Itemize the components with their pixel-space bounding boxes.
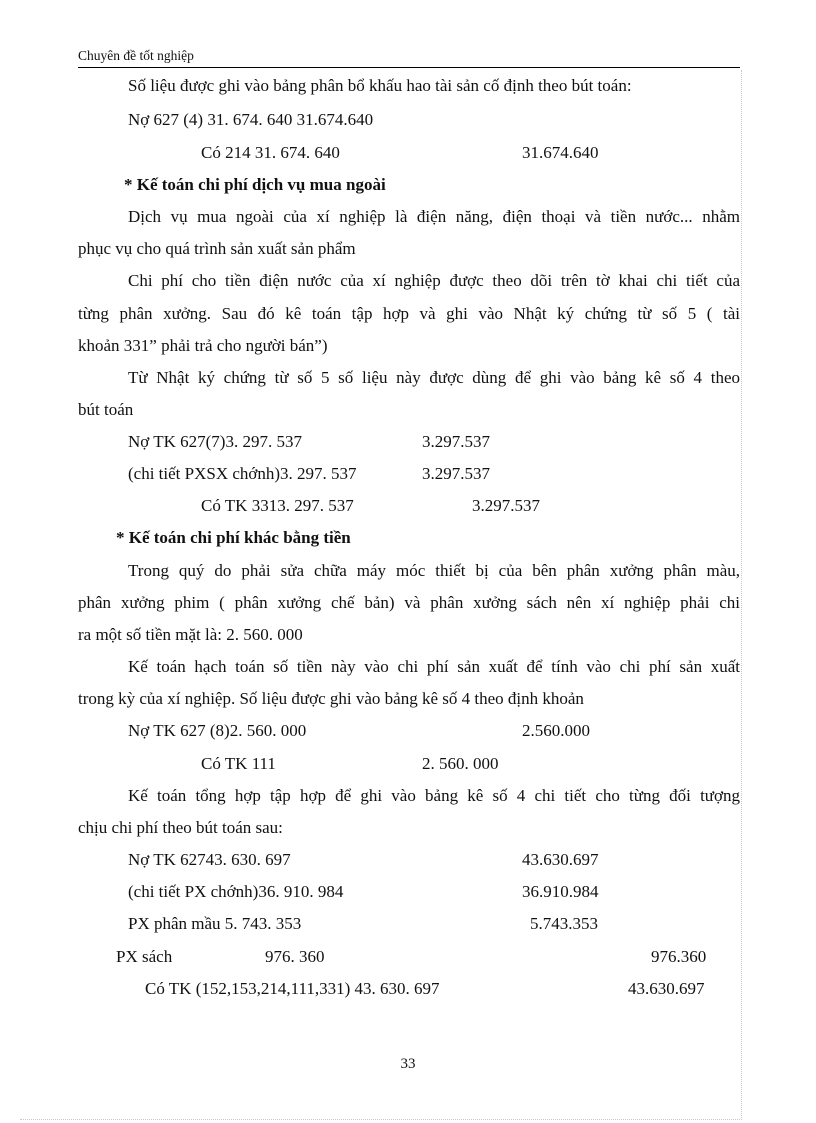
header-rule <box>78 67 740 68</box>
entry-amount: 3.297.537 <box>472 496 540 515</box>
entry-amount: 43.630.697 <box>628 979 705 998</box>
entry-debit: Nợ 627 (4) 31. 674. 640 31.674.640 <box>128 110 374 129</box>
page-number: 33 <box>400 1056 416 1072</box>
paragraph-line: phục vụ cho quá trình sản xuất sản phẩm <box>78 239 356 258</box>
paragraph-line: Kế toán hạch toán số tiền này vào chi phí sản xuất để tính vào chi phí sản xuất <box>128 657 740 676</box>
paragraph-line: Trong quý do phải sửa chữa máy móc thiết bị của bên phân xưởng phân màu, <box>128 561 740 580</box>
paragraph-line: bút toán <box>78 400 134 419</box>
paragraph-line: ra một số tiền mặt là: 2. 560. 000 <box>78 625 303 644</box>
entry-amount: 43.630.697 <box>522 850 599 869</box>
entry-amount: 2. 560. 000 <box>422 754 499 773</box>
entry-detail: (chi tiết PX chớnh)36. 910. 984 <box>128 882 344 901</box>
paragraph-line: Từ Nhật ký chứng từ số 5 số liệu này được dùng để ghi vào bảng kê số 4 theo <box>128 368 740 387</box>
entry-amount: 31.674.640 <box>522 143 599 162</box>
entry-amount: 36.910.984 <box>522 882 599 901</box>
entry-amount: 976. 360 <box>265 947 325 966</box>
entry-credit: Có TK 3313. 297. 537 <box>201 496 354 515</box>
paragraph-line: Chi phí cho tiền điện nước của xí nghiệp được theo dõi trên tờ khai chi tiết của <box>128 271 740 290</box>
entry-detail: PX phân mầu 5. 743. 353 <box>128 914 302 933</box>
entry-detail: (chi tiết PXSX chớnh)3. 297. 537 <box>128 464 357 483</box>
entry-credit: Có TK 111 <box>201 754 276 773</box>
page-shadow-right <box>741 70 743 1120</box>
entry-amount: 3.297.537 <box>422 464 490 483</box>
paragraph-line: chịu chi phí theo bút toán sau: <box>78 818 283 837</box>
paragraph-line: khoản 331” phải trả cho người bán”) <box>78 336 328 355</box>
section-heading: * Kế toán chi phí dịch vụ mua ngoài <box>124 175 386 194</box>
section-heading: * Kế toán chi phí khác bằng tiền <box>116 528 351 547</box>
paragraph-line: trong kỳ của xí nghiệp. Số liệu được ghi vào bảng kê số 4 theo định khoản <box>78 689 584 708</box>
page-shadow-bottom <box>20 1119 742 1120</box>
paragraph-line: từng phân xưởng. Sau đó kê toán tập hợp và ghi vào Nhật ký chứng từ số 5 ( tài <box>78 304 740 323</box>
entry-detail: PX sách <box>116 947 173 966</box>
entry-amount: 976.360 <box>651 947 707 966</box>
paragraph-line: Kế toán tổng hợp tập hợp để ghi vào bảng kê số 4 chi tiết cho từng đối tượng <box>128 786 740 805</box>
entry-credit: Có 214 31. 674. 640 <box>201 143 340 162</box>
entry-amount: 3.297.537 <box>422 432 490 451</box>
entry-amount: 2.560.000 <box>522 721 590 740</box>
entry-debit: Nợ TK 627 (8)2. 560. 000 <box>128 721 307 740</box>
entry-debit: Nợ TK 627(7)3. 297. 537 <box>128 432 302 451</box>
entry-debit: Nợ TK 62743. 630. 697 <box>128 850 291 869</box>
entry-credit: Có TK (152,153,214,111,331) 43. 630. 697 <box>145 979 440 998</box>
entry-amount: 5.743.353 <box>530 914 598 933</box>
document-header: Chuyên đề tốt nghiệp <box>78 48 194 63</box>
paragraph-line: phân xưởng phim ( phân xưởng chế bản) và phân xưởng sách nên xí nghiệp phải chi <box>78 593 740 612</box>
paragraph-line: Dịch vụ mua ngoài của xí nghiệp là điện năng, điện thoại và tiền nước... nhằm <box>128 207 740 226</box>
text-line: Số liệu được ghi vào bảng phân bổ khấu hao tài sản cố định theo bút toán: <box>128 76 632 95</box>
